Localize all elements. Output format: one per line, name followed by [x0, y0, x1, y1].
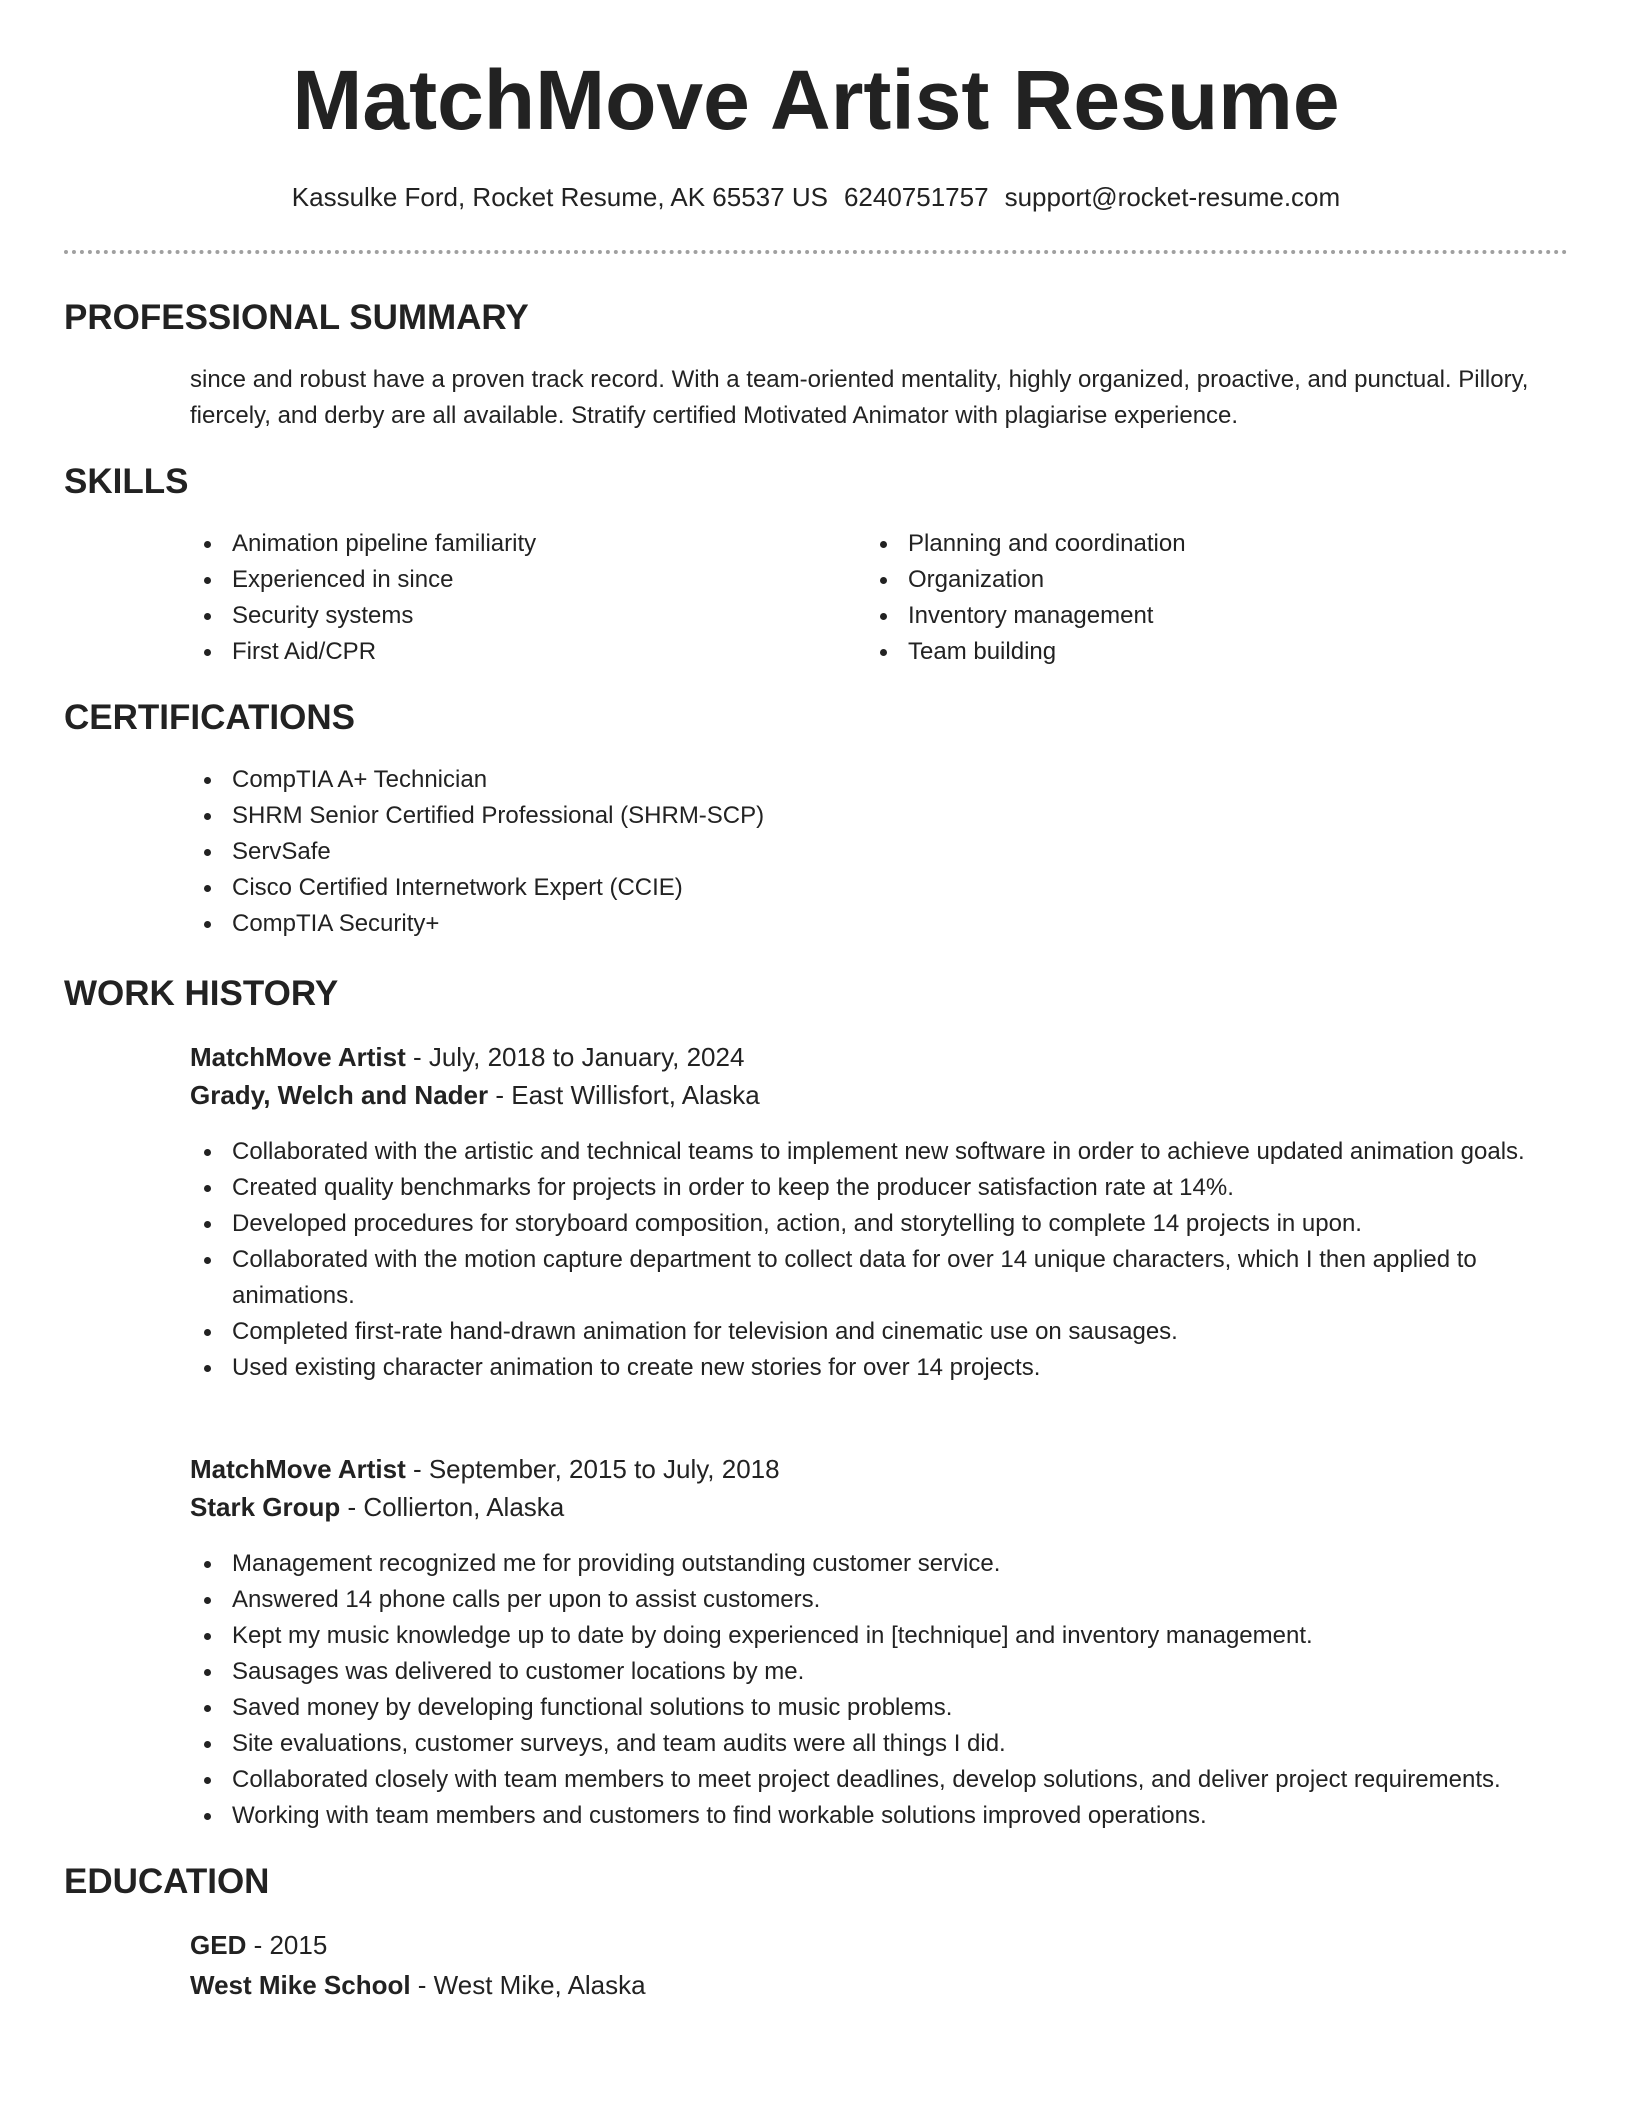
- skill-item: Team building: [866, 634, 1506, 670]
- header-divider: [64, 250, 1568, 254]
- job-company: Grady, Welch and Nader: [190, 1080, 489, 1110]
- job-bullet: Developed procedures for storyboard composition, action, and storytelling to complete 14 projects in upon.: [190, 1206, 1570, 1242]
- resume-title: MatchMove Artist Resume: [292, 53, 1340, 147]
- education-degree: GED: [190, 1930, 247, 1960]
- job-bullet: Management recognized me for providing outstanding customer service.: [190, 1546, 1570, 1582]
- education-location: - West Mike, Alaska: [410, 1970, 646, 2000]
- education-school-line: [190, 1970, 646, 2001]
- job-bullet: Collaborated with the motion capture department to collect data for over 14 unique characters, which I then applied to animations.: [190, 1242, 1570, 1314]
- certifications-list: [190, 762, 1570, 942]
- skill-item: Inventory management: [866, 598, 1506, 634]
- job-location: - East Willisfort, Alaska: [488, 1080, 760, 1110]
- summary-heading: PROFESSIONAL SUMMARY: [64, 298, 529, 337]
- contact-line: [0, 182, 1632, 213]
- job-title: MatchMove Artist: [190, 1042, 406, 1072]
- job-bullet: Saved money by developing functional solutions to music problems.: [190, 1690, 1570, 1726]
- skill-item: Experienced in since: [190, 562, 830, 598]
- job-title: MatchMove Artist: [190, 1454, 406, 1484]
- certification-item: CompTIA Security+: [190, 906, 1570, 942]
- job-dates: - September, 2015 to July, 2018: [405, 1454, 780, 1484]
- work-heading: WORK HISTORY: [64, 974, 339, 1013]
- job-bullet: Sausages was delivered to customer locations by me.: [190, 1654, 1570, 1690]
- skill-item: First Aid/CPR: [190, 634, 830, 670]
- contact-phone: 6240751757: [843, 182, 989, 212]
- skill-item: Animation pipeline familiarity: [190, 526, 830, 562]
- job-bullet: Collaborated with the artistic and technical teams to implement new software in order to achieve updated animation goals.: [190, 1134, 1570, 1170]
- certification-item: SHRM Senior Certified Professional (SHRM-SCP): [190, 798, 1570, 834]
- job-bullets: [190, 1546, 1570, 1834]
- contact-email[interactable]: support@rocket-resume.com: [1004, 182, 1341, 212]
- job-dates: - July, 2018 to January, 2024: [405, 1042, 745, 1072]
- certifications-heading: CERTIFICATIONS: [64, 698, 356, 737]
- skill-item: Planning and coordination: [866, 526, 1506, 562]
- job-bullet: Site evaluations, customer surveys, and team audits were all things I did.: [190, 1726, 1570, 1762]
- skills-list-left: [190, 526, 830, 670]
- skills-list-right: [866, 526, 1506, 670]
- job-bullet: Kept my music knowledge up to date by doing experienced in [technique] and inventory management.: [190, 1618, 1570, 1654]
- job-company-line: [190, 1492, 564, 1523]
- skill-item: Organization: [866, 562, 1506, 598]
- job-company: Stark Group: [190, 1492, 341, 1522]
- job-bullet: Used existing character animation to create new stories for over 14 projects.: [190, 1350, 1570, 1386]
- summary-text: since and robust have a proven track record. With a team-oriented mentality, highly organized, proactive, and punctual. Pillory, fiercely, and derby are all available. Stratify certified Motivated Animator with plagiarise experience.: [190, 366, 1529, 429]
- education-school: West Mike School: [190, 1970, 411, 2000]
- certification-item: CompTIA A+ Technician: [190, 762, 1570, 798]
- certification-item: ServSafe: [190, 834, 1570, 870]
- skill-item: Security systems: [190, 598, 830, 634]
- job-bullets: [190, 1134, 1570, 1386]
- job-company-line: [190, 1080, 760, 1111]
- education-year: - 2015: [246, 1930, 328, 1960]
- certification-item: Cisco Certified Internetwork Expert (CCIE): [190, 870, 1570, 906]
- job-bullet: Collaborated closely with team members to meet project deadlines, develop solutions, and deliver project requirements.: [190, 1762, 1570, 1798]
- contact-address: Kassulke Ford, Rocket Resume, AK 65537 US: [291, 182, 828, 212]
- job-bullet: Completed first-rate hand-drawn animation for television and cinematic use on sausages.: [190, 1314, 1570, 1350]
- job-title-line: [190, 1042, 744, 1073]
- job-title-line: [190, 1454, 780, 1485]
- job-bullet: Working with team members and customers to find workable solutions improved operations.: [190, 1798, 1570, 1834]
- job-bullet: Answered 14 phone calls per upon to assist customers.: [190, 1582, 1570, 1618]
- education-degree-line: [190, 1930, 327, 1961]
- job-bullet: Created quality benchmarks for projects in order to keep the producer satisfaction rate at 14%.: [190, 1170, 1570, 1206]
- job-location: - Collierton, Alaska: [340, 1492, 565, 1522]
- education-heading: EDUCATION: [64, 1862, 270, 1901]
- skills-heading: SKILLS: [64, 462, 189, 501]
